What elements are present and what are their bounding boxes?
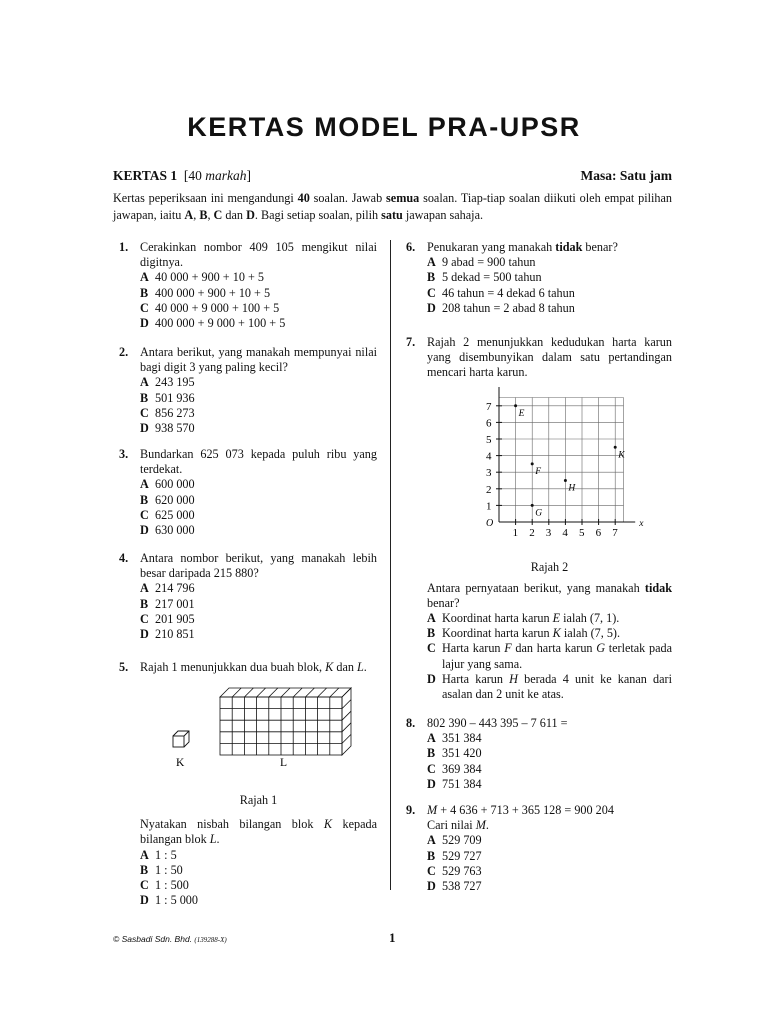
x-tick-label: 6 xyxy=(595,526,602,539)
label-k: K xyxy=(176,757,185,770)
page-number: 1 xyxy=(389,930,396,945)
question-text: Antara nombor berikut, yang manakah lebih besar daripada 215 880? xyxy=(140,551,377,581)
option-a: A 529 709 xyxy=(427,833,482,848)
x-tick-label: 7 xyxy=(612,526,618,539)
option-a: A 600 000 xyxy=(140,477,195,492)
question-6: 6. Penukaran yang manakah tidak benar? A 9 abad = 900 tahun B 5 dekad = 500 tahun C 46 tahun = 4 dekad 6 tahun D 208 tahun = 2 abad 8 tahun xyxy=(406,240,672,316)
option-c: C 40 000 + 9 000 + 100 + 5 xyxy=(140,300,280,315)
option-a: A 214 796 xyxy=(140,581,195,596)
question-text: Bundarkan 625 073 kepada puluh ribu yang terdekat. xyxy=(140,447,377,477)
option-b: B Koordinat harta karun K ialah (7, 5). xyxy=(427,626,621,641)
option-b: B 400 000 + 900 + 10 + 5 xyxy=(140,285,271,300)
question-text: Rajah 1 menunjukkan dua buah blok, K dan L. xyxy=(140,660,367,674)
option-list xyxy=(140,270,377,331)
column-divider xyxy=(390,240,391,890)
option-b: B 620 000 xyxy=(140,492,195,507)
option-c: C 46 tahun = 4 dekad 6 tahun xyxy=(427,285,575,300)
x-tick-label: 1 xyxy=(512,526,519,539)
point-g xyxy=(531,504,534,507)
option-c: C 625 000 xyxy=(140,507,195,522)
instructions: Kertas peperiksaan ini mengandungi 40 soalan. Jawab semua soalan. Tiap-tiap soalan diikuti oleh empat pilihan jawapan, iaitu A, B, C dan D. Bagi setiap soalan, pilih satu jawapan sahaja. xyxy=(113,191,672,222)
blocks-figure xyxy=(140,681,380,789)
option-list xyxy=(140,848,377,909)
option-b: B 217 001 xyxy=(140,596,195,611)
y-tick-label: 1 xyxy=(486,500,492,513)
option-list xyxy=(140,477,377,538)
point-label-k: K xyxy=(618,449,625,460)
question-text: Rajah 2 menunjukkan kedudukan harta karun yang disembunyikan dalam satu pertandingan mencari harta karun. xyxy=(427,335,672,380)
y-tick-label: 2 xyxy=(486,483,492,496)
option-a: A 1 : 5 xyxy=(140,847,177,862)
question-8: 8. 802 390 – 443 395 – 7 611 = A 351 384 B 351 420 C 369 384 D 751 384 xyxy=(406,716,672,792)
page-title: KERTAS MODEL PRA-UPSR xyxy=(187,112,581,142)
option-c: C 369 384 xyxy=(427,761,482,776)
option-b: B 5 dekad = 500 tahun xyxy=(427,270,542,285)
point-label-f: F xyxy=(535,466,542,477)
option-c: C Harta karun F dan harta karun G terletak pada lajur yang sama. xyxy=(427,641,672,671)
x-tick-label: 4 xyxy=(562,526,568,539)
option-list xyxy=(140,581,377,642)
paper-info: KERTAS 1 [40 markah] Masa: Satu jam xyxy=(113,168,672,183)
question-4: 4. Antara nombor berikut, yang manakah lebih besar daripada 215 880? A 214 796 B 217 001 C 201 905 D 210 851 xyxy=(119,551,377,642)
option-d: D 210 851 xyxy=(140,627,195,642)
option-c: C 1 : 500 xyxy=(140,878,189,893)
paper-name: KERTAS 1 xyxy=(113,168,178,183)
figure-caption: Rajah 2 xyxy=(530,559,569,574)
question-5: 5. Rajah 1 menunjukkan dua buah blok, K dan L. K L Rajah 1 Nyatakan nisbah bilangan blok K kepada bilangan blok L. A 1 : 5 B 1 : 50 C 1 : 500 D 1 : 5 000 xyxy=(119,660,377,908)
option-b: B 501 936 xyxy=(140,390,195,405)
block-l xyxy=(220,688,351,755)
question-9: 9. M + 4 636 + 713 + 365 128 = 900 204 Cari nilai M. A 529 709 B 529 727 C 529 763 D 538 727 xyxy=(406,803,672,894)
question-7: 7. Rajah 2 menunjukkan kedudukan harta karun yang disembunyikan dalam satu pertandingan mencari harta karun. x O 1 2 3 4 5 6 7 1 2 3 4 5 6 7 E K F H G Rajah 2 Antara pernyataan berikut, yang manakah tidak benar? A Koordinat harta karun E ialah (7, 1). B Koordinat harta karun K ialah (7, 5). C Harta karun F dan harta karun G terletak pada lajur yang sama. D Harta karun H berada 4 unit ke kanan dari asalan dan 2 unit ke atas. xyxy=(406,335,672,702)
question-prompt: Cari nilai M. xyxy=(427,818,489,833)
point-label-e: E xyxy=(518,408,525,419)
option-b: B 1 : 50 xyxy=(140,862,183,877)
option-d: D 751 384 xyxy=(427,776,482,791)
option-d: D 938 570 xyxy=(140,421,195,436)
option-c: C 529 763 xyxy=(427,863,482,878)
option-d: D 630 000 xyxy=(140,523,195,538)
x-tick-label: 5 xyxy=(579,526,585,539)
option-b: B 529 727 xyxy=(427,848,482,863)
point-label-g: G xyxy=(535,508,543,519)
point-f xyxy=(531,462,534,465)
option-a: A 243 195 xyxy=(140,375,195,390)
option-list xyxy=(140,375,377,436)
option-a: A 351 384 xyxy=(427,731,482,746)
option-a: A 9 abad = 900 tahun xyxy=(427,255,536,270)
coordinate-grid xyxy=(423,387,668,557)
question-3: 3. Bundarkan 625 073 kepada puluh ribu yang terdekat. A 600 000 B 620 000 C 625 000 D 630 000 xyxy=(119,447,377,538)
y-tick-label: 3 xyxy=(486,466,492,479)
option-d: D 400 000 + 9 000 + 100 + 5 xyxy=(140,316,286,331)
option-list xyxy=(427,731,672,792)
option-c: C 856 273 xyxy=(140,405,195,420)
question-text: Antara berikut, yang manakah mempunyai nilai bagi digit 3 yang paling kecil? xyxy=(140,345,377,375)
option-list xyxy=(427,255,672,316)
point-h xyxy=(564,479,567,482)
y-tick-label: 7 xyxy=(486,400,492,413)
question-text: Cerakinkan nombor 409 105 mengikut nilai digitnya. xyxy=(140,240,377,270)
question-text: Penukaran yang manakah tidak benar? xyxy=(427,240,618,254)
option-d: D 538 727 xyxy=(427,879,482,894)
x-axis-label: x xyxy=(639,518,644,529)
time-allowed: Masa: Satu jam xyxy=(580,168,672,183)
option-list xyxy=(427,833,672,894)
x-tick-label: 3 xyxy=(545,526,552,539)
label-l: L xyxy=(280,757,288,770)
figure-caption: Rajah 1 xyxy=(239,793,278,808)
question-2: 2. Antara berikut, yang manakah mempunyai nilai bagi digit 3 yang paling kecil? A 243 195 B 501 936 C 856 273 D 938 570 xyxy=(119,345,377,436)
option-d: D Harta karun H berada 4 unit ke kanan dari asalan dan 2 unit ke atas. xyxy=(427,671,672,702)
point-label-h: H xyxy=(568,483,576,494)
question-text: 802 390 – 443 395 – 7 611 = xyxy=(427,716,568,730)
question-prompt: Antara pernyataan berikut, yang manakah tidak benar? xyxy=(427,580,672,610)
option-a: A 40 000 + 900 + 10 + 5 xyxy=(140,270,264,285)
y-tick-label: 6 xyxy=(486,417,492,430)
question-prompt: Nyatakan nisbah bilangan blok K kepada bilangan blok L. xyxy=(140,817,377,847)
option-a: A Koordinat harta karun E ialah (7, 1). xyxy=(427,611,620,626)
option-b: B 351 420 xyxy=(427,746,482,761)
option-c: C 201 905 xyxy=(140,611,195,626)
y-tick-label: 4 xyxy=(486,450,492,463)
x-tick-label: 2 xyxy=(529,526,535,539)
question-1: 1. Cerakinkan nombor 409 105 mengikut nilai digitnya. A 40 000 + 900 + 10 + 5 B 400 000 + 900 + 10 + 5 C 40 000 + 9 000 + 100 + 5 D 400 000 + 9 000 + 100 + 5 xyxy=(119,240,377,331)
block-k xyxy=(173,731,189,747)
copyright: © Sasbadi Sdn. Bhd. (139288-X) xyxy=(113,934,227,944)
question-text: M + 4 636 + 713 + 365 128 = 900 204 xyxy=(427,803,614,817)
option-d: D 1 : 5 000 xyxy=(140,893,198,908)
point-e xyxy=(514,404,517,407)
point-k xyxy=(614,445,617,448)
option-d: D 208 tahun = 2 abad 8 tahun xyxy=(427,300,575,315)
y-tick-label: 5 xyxy=(486,433,492,446)
origin-label: O xyxy=(486,517,494,529)
